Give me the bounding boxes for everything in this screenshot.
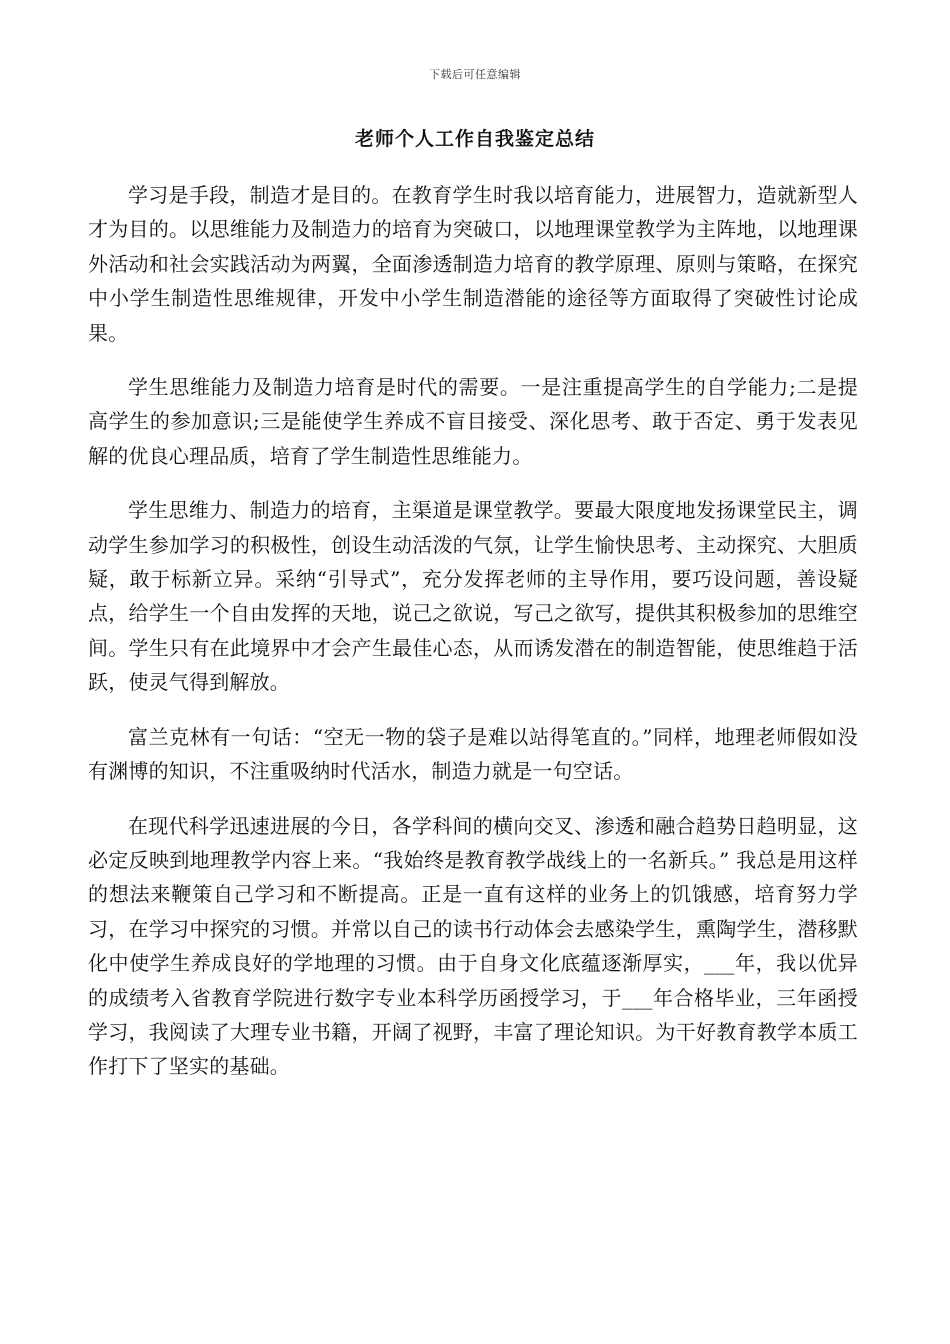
paragraph-4: 富兰克林有一句话：“空无一物的袋子是难以站得笔直的。”同样，地理老师假如没有渊博的知识，不注重吸纳时代活水，制造力就是一句空话。 [88, 724, 858, 784]
header-note: 下载后可任意编辑 [429, 68, 521, 81]
paragraph-2: 学生思维能力及制造力培育是时代的需要。一是注重提高学生的自学能力;二是提高学生的参加意识;三是能使学生养成不盲目接受、深化思考、敢于否定、勇于发表见解的优良心理品质，培育了学生制造性思维能力。 [88, 375, 858, 468]
paragraph-3: 学生思维力、制造力的培育，主渠道是课堂教学。要最大限度地发扬课堂民主，调动学生参加学习的积极性，创设生动活泼的气氛，让学生愉快思考、主动探究、大胆质疑，敢于标新立异。采纳“引导式”，充分发挥老师的主导作用，要巧设问题，善设疑点，给学生一个自由发挥的天地，说己之欲说，写己之欲写，提供其积极参加的思维空间。学生只有在此境界中才会产生最佳心态，从而诱发潜在的制造智能，使思维趋于活跃，使灵气得到解放。 [88, 498, 858, 695]
document-title: 老师个人工作自我鉴定总结 [354, 128, 595, 150]
document-body [88, 178, 858, 1104]
paragraph-5: 在现代科学迅速进展的今日，各学科间的横向交叉、渗透和融合趋势日趋明显，这必定反映到地理教学内容上来。“我始终是教育教学战线上的一名新兵。” 我总是用这样的想法来鞭策自己学习和不断提高。正是一直有这样的业务上的饥饿感，培育努力学习，在学习中探究的习惯。并常以自己的读书行动体会去感染学生，熏陶学生，潜移默化中使学生养成良好的学地理的习惯。由于自身文化底蕴逐渐厚实，___年，我以优异的成绩考入省教育学院进行数字专业本科学历函授学习，于___年合格毕业，三年函授学习，我阅读了大理专业书籍，开阔了视野，丰富了理论知识。为干好教育教学本质工作打下了坚实的基础。 [88, 813, 858, 1079]
paragraph-1: 学习是手段，制造才是目的。在教育学生时我以培育能力，进展智力，造就新型人才为目的。以思维能力及制造力的培育为突破口，以地理课堂教学为主阵地，以地理课外活动和社会实践活动为两翼，全面渗透制造力培育的教学原理、原则与策略，在探究中小学生制造性思维规律，开发中小学生制造潜能的途径等方面取得了突破性讨论成果。 [88, 183, 858, 345]
